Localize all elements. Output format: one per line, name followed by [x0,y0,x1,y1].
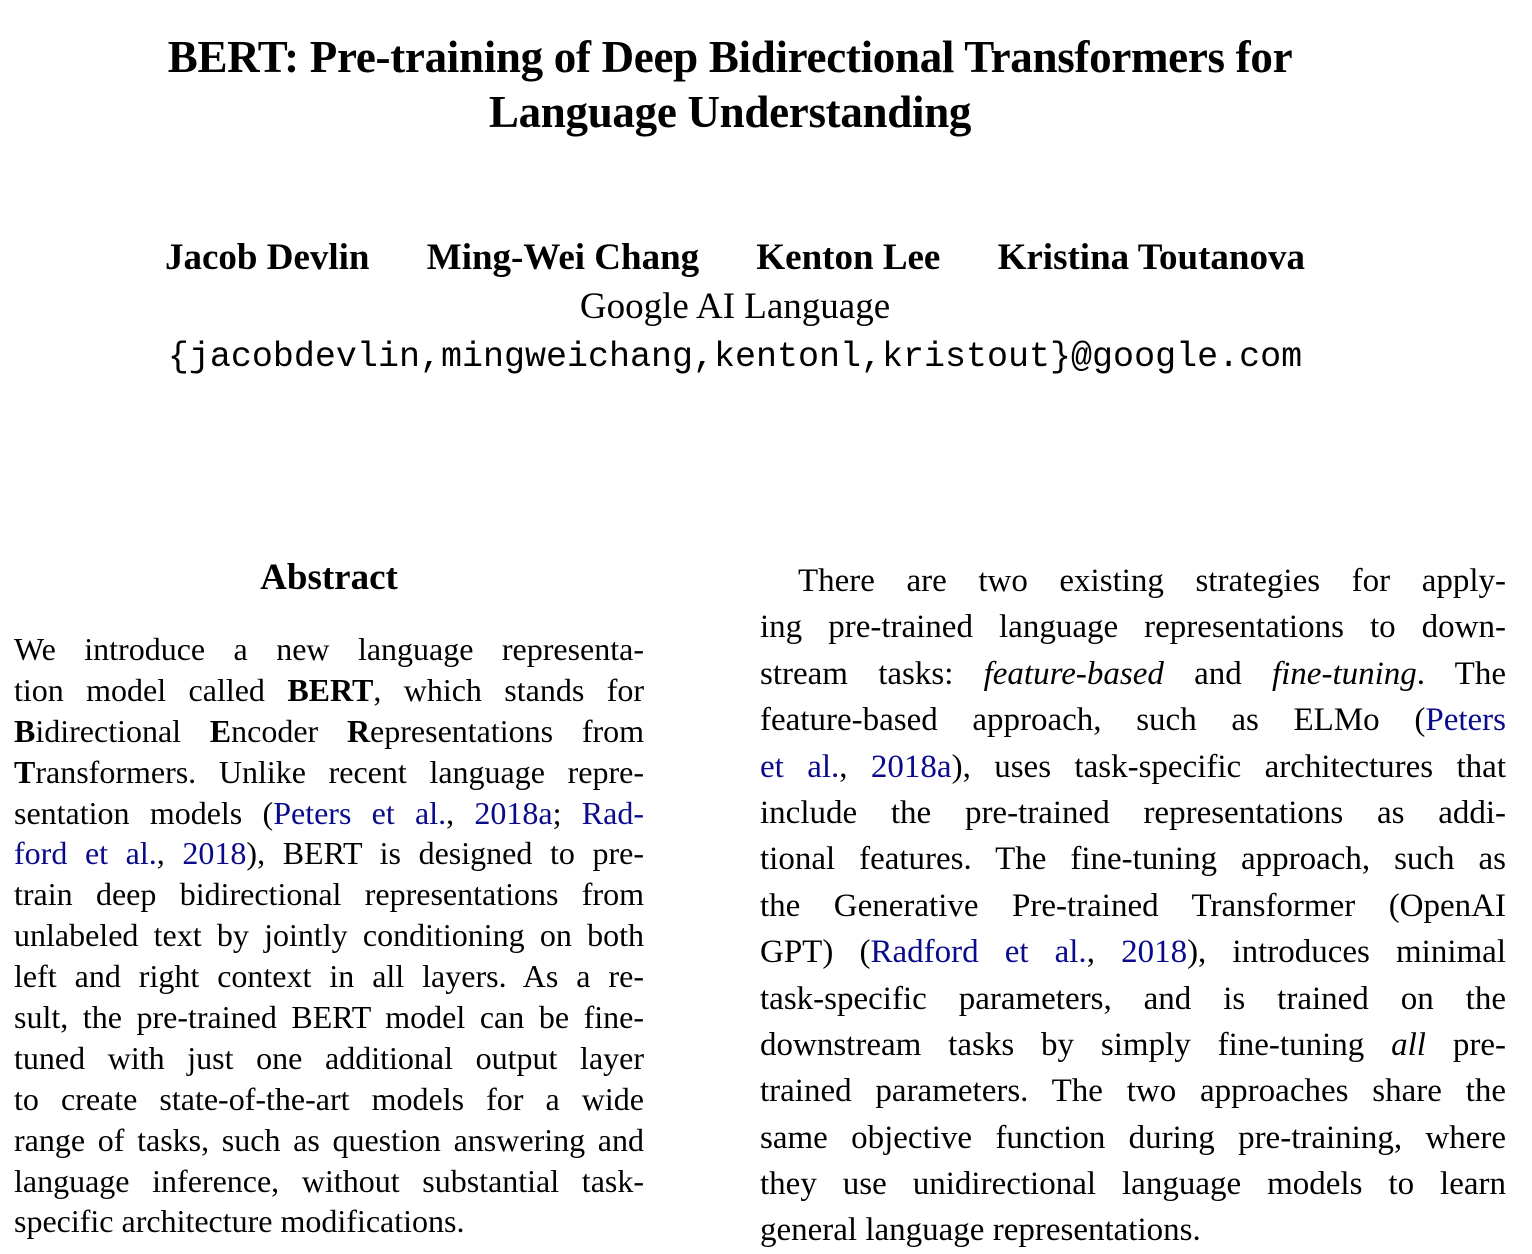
abstract-line: tuned with just one additional output layer [14,1039,644,1076]
body-line: trained parameters. The two approaches share the [760,1073,1506,1110]
introduction-text [760,558,1506,1254]
abstract-line: left and right context in all layers. As a re- [14,958,644,995]
abstract-line: language inference, without substantial task- [14,1162,644,1199]
body-line: task-specific parameters, and is trained on the [760,980,1506,1017]
author-name: Ming-Wei Chang [426,237,700,278]
body-line: they use unidirectional language models to learn [760,1166,1506,1203]
author-name: Jacob Devlin [164,237,370,278]
body-line: same objective function during pre-training, where [760,1119,1506,1156]
body-line: et al., 2018a), uses task-specific architectures that [760,748,1507,785]
body-line: ing pre-trained language representations to down- [760,609,1506,646]
body-line: stream tasks: feature-based and fine-tuning. The [760,655,1506,692]
author-list [0,234,1470,282]
body-line: general language representations. [760,1212,1201,1249]
body-line: GPT) (Radford et al., 2018), introduces minimal [760,934,1506,971]
abstract-line: train deep bidirectional representations from [14,876,644,913]
body-line: There are two existing strategies for apply- [798,563,1506,599]
abstract-heading: Abstract [260,557,398,598]
abstract-line: We introduce a new language representa- [14,631,644,667]
abstract-line: Transformers. Unlike recent language repre- [14,753,644,790]
abstract-line: to create state-of-the-art models for a wide [14,1080,644,1117]
paper-title [0,30,1460,140]
abstract-line: range of tasks, such as question answering and [14,1121,644,1158]
abstract-line: tion model called BERT, which stands for [14,671,645,708]
author-name: Kenton Lee [756,237,941,278]
abstract-line: sentation models (Peters et al., 2018a; Rad- [14,794,644,831]
title-line-2: Language Understanding [488,87,972,137]
title-line-1: BERT: Pre-training of Deep Bidirectional Transformers for [167,32,1293,82]
body-line: tional features. The fine-tuning approach, such as [760,841,1506,878]
body-line: the Generative Pre-trained Transformer (OpenAI [760,887,1506,924]
author-name: Kristina Toutanova [997,237,1306,278]
abstract-line: unlabeled text by jointly conditioning on both [14,917,644,954]
author-emails: {jacobdevlin,mingweichang,kentonl,kristout}@google.com [167,337,1303,377]
abstract-line: ford et al., 2018), BERT is designed to pre- [14,835,645,872]
body-line: downstream tasks by simply fine-tuning all pre- [760,1026,1506,1063]
abstract-text [14,629,644,1242]
abstract-line: specific architecture modifications. [14,1203,465,1240]
body-line: feature-based approach, such as ELMo (Peters [760,702,1506,739]
body-line: include the pre-trained representations as addi- [760,794,1506,831]
affiliation: Google AI Language [579,286,891,327]
abstract-line: Bidirectional Encoder Representations from [14,712,645,749]
abstract-line: sult, the pre-trained BERT model can be fine- [14,999,644,1036]
